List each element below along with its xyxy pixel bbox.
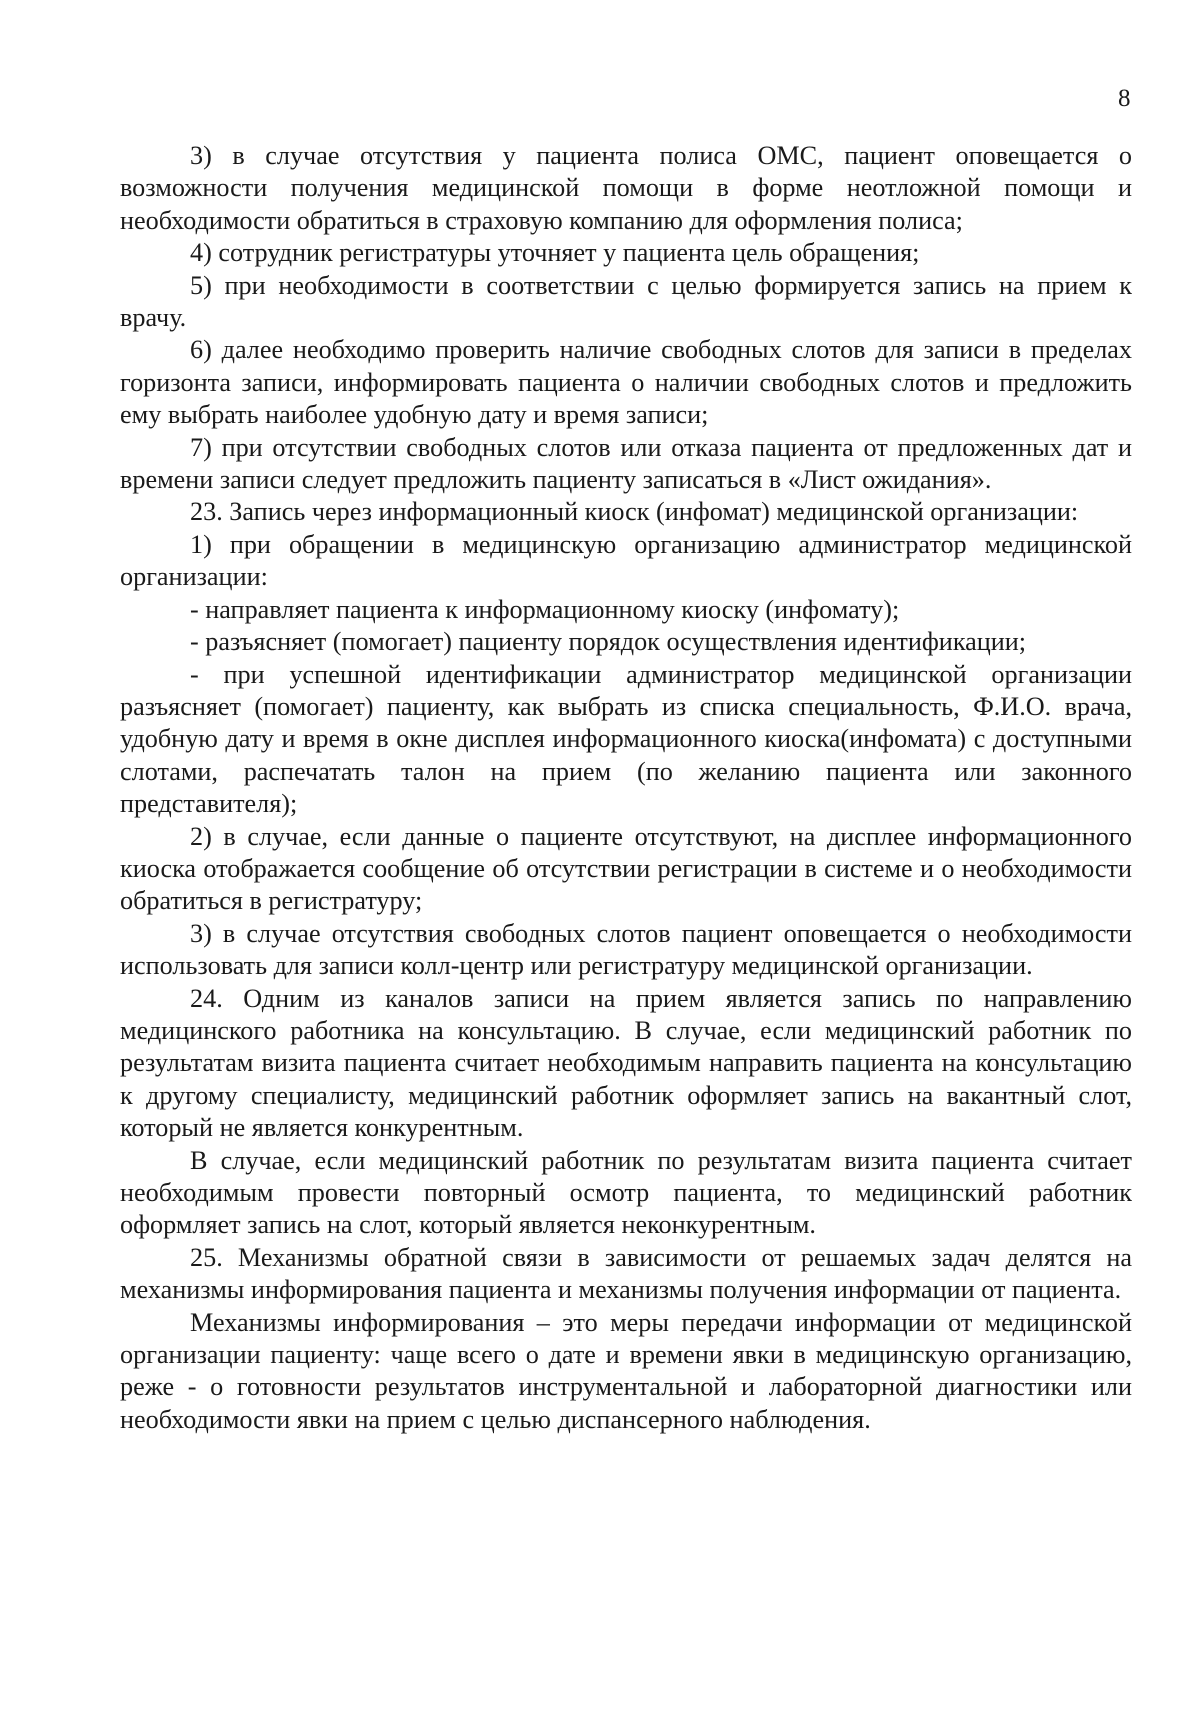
paragraph-repeat-examination: В случае, если медицинский работник по результатам визита пациента считает необходимым провести повторный осмотр пациента, то медицинский работник оформляет запись на слот, который является неконкурентным. bbox=[120, 1145, 1132, 1240]
paragraph-kiosk-bullet-identification: - при успешной идентификации администратор медицинской организации разъясняет (помогает) пациенту, как выбрать из списка специальность, Ф.И.О. врача, удобную дату и время в окне дисплея информационного киоска(инфомата) с доступными слотами, распечатать талон на прием (по желанию пациента или законного представителя); bbox=[120, 659, 1132, 819]
paragraph-kiosk-item-3: 3) в случае отсутствия свободных слотов пациент оповещается о необходимости использовать для записи колл-центр или регистратуру медицинской организации. bbox=[120, 918, 1132, 981]
paragraph-section-23-kiosk: 23. Запись через информационный киоск (инфомат) медицинской организации: bbox=[190, 497, 1079, 527]
paragraph-item-7-waiting-list: 7) при отсутствии свободных слотов или отказа пациента от предложенных дат и времени записи следует предложить пациенту записаться в «Лист ожидания». bbox=[120, 432, 1132, 495]
paragraph-kiosk-bullet-explain: - разъясняет (помогает) пациенту порядок осуществления идентификации; bbox=[190, 627, 1027, 657]
paragraph-section-25-feedback: 25. Механизмы обратной связи в зависимости от решаемых задач делятся на механизмы информирования пациента и механизмы получения информации от пациента. bbox=[120, 1242, 1132, 1305]
document-body bbox=[120, 140, 1132, 1436]
paragraph-item-3-oms: 3) в случае отсутствия у пациента полиса ОМС, пациент оповещается о возможности получения медицинской помощи в форме неотложной помощи и необходимости обратиться в страховую компанию для оформления полиса; bbox=[120, 141, 1132, 235]
paragraph-item-5-appointment: 5) при необходимости в соответствии с целью формируется запись на прием к врачу. bbox=[120, 270, 1132, 333]
paragraph-kiosk-item-2: 2) в случае, если данные о пациенте отсутствуют, на дисплее информационного киоска отображается сообщение об отсутствии регистрации в системе и о необходимости обратиться в регистратуру; bbox=[120, 821, 1132, 916]
page-number: 8 bbox=[1118, 85, 1131, 112]
paragraph-item-4-purpose: 4) сотрудник регистратуры уточняет у пациента цель обращения; bbox=[190, 238, 920, 268]
paragraph-kiosk-bullet-direct: - направляет пациента к информационному киоску (инфомату); bbox=[190, 594, 900, 624]
paragraph-informing-mechanisms: Механизмы информирования – это меры передачи информации от медицинской организации пациенту: чаще всего о дате и времени явки в медицинскую организацию, реже - о готовности результатов инструментальной и лабораторной диагностики или необходимости явки на прием с целью диспансерного наблюдения. bbox=[120, 1307, 1132, 1434]
paragraph-kiosk-item-1: 1) при обращении в медицинскую организацию администратор медицинской организации: bbox=[120, 529, 1132, 592]
paragraph-item-6-free-slots: 6) далее необходимо проверить наличие свободных слотов для записи в пределах горизонта записи, информировать пациента о наличии свободных слотов и предложить ему выбрать наиболее удобную дату и время записи; bbox=[120, 335, 1132, 430]
paragraph-section-24-referral: 24. Одним из каналов записи на прием является запись по направлению медицинского работника на консультацию. В случае, если медицинский работник по результатам визита пациента считает необходимым направить пациента на консультацию к другому специалисту, медицинский работник оформляет запись на вакантный слот, который не является конкурентным. bbox=[120, 983, 1132, 1143]
